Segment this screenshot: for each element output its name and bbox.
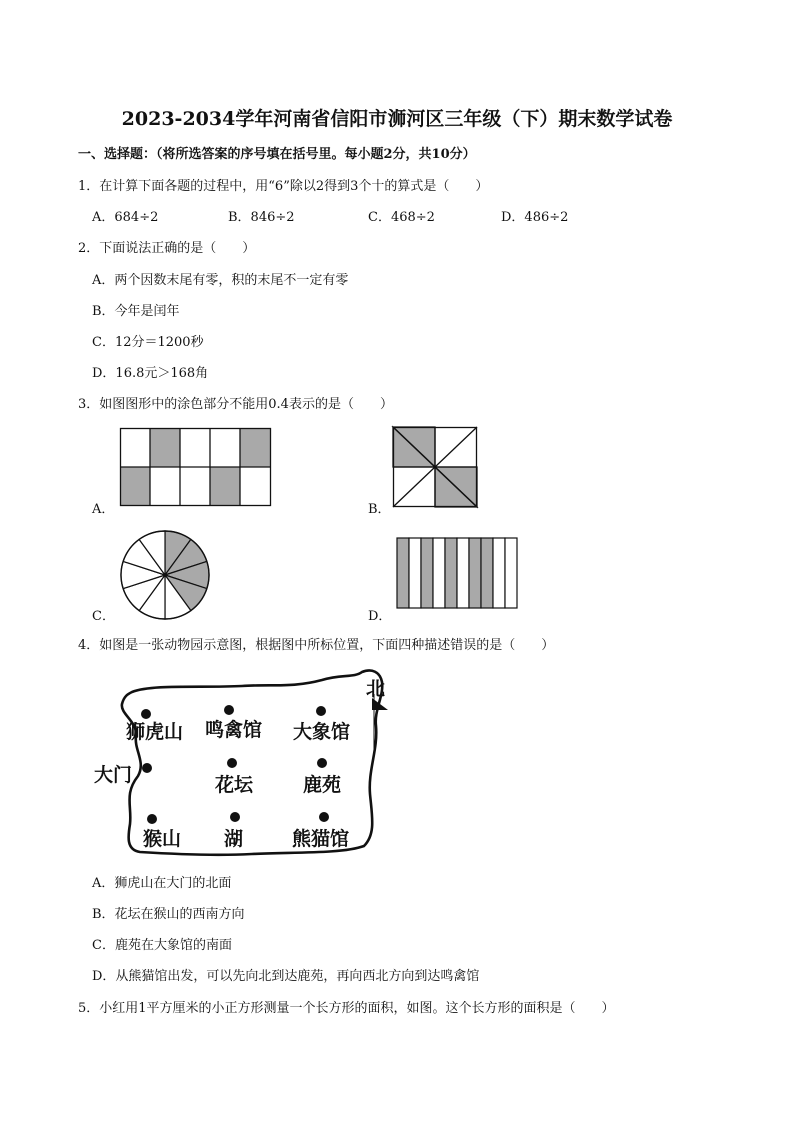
question-2-stem: 2．下面说法正确的是（ ） xyxy=(78,241,256,256)
strip xyxy=(409,538,421,608)
dot-deer-park xyxy=(317,758,327,768)
map-label-deer-park: 鹿苑 xyxy=(303,774,342,796)
strip xyxy=(481,538,493,608)
map-label-lake: 湖 xyxy=(224,828,244,850)
q2-option-c: C．12分＝1200秒 xyxy=(92,335,204,350)
strip xyxy=(433,538,445,608)
question-4-stem: 4．如图是一张动物园示意图，根据图中所标位置，下面四种描述错误的是（ ） xyxy=(78,638,555,653)
question-5-stem: 5．小红用1平方厘米的小正方形测量一个长方形的面积，如图。这个长方形的面积是（ ） xyxy=(78,1001,615,1016)
q4-option-d: D．从熊猫馆出发，可以先向北到达鹿苑，再向西北方向到达鸣禽馆 xyxy=(92,969,480,984)
map-label-flower-bed: 花坛 xyxy=(215,774,254,796)
dot-main-gate xyxy=(142,763,152,773)
map-label-panda-house: 熊猫馆 xyxy=(292,828,350,850)
strip xyxy=(397,538,409,608)
map-north-label: 北 xyxy=(366,678,386,700)
strip xyxy=(445,538,457,608)
strip xyxy=(421,538,433,608)
dot-lake xyxy=(230,812,240,822)
q2-option-b: B．今年是闰年 xyxy=(92,304,180,319)
q3-option-d: D． xyxy=(368,609,392,624)
q1-option-c: C．468÷2 xyxy=(368,210,435,225)
q3-option-c: C． xyxy=(92,609,115,624)
dot-elephant-house xyxy=(316,706,326,716)
figure-c-circle xyxy=(120,530,210,620)
q3-option-b: B． xyxy=(368,502,391,517)
dot-flower-bed xyxy=(227,758,237,768)
q1-option-b: B．846÷2 xyxy=(228,210,295,225)
figure-b-triangles xyxy=(393,427,477,507)
grid-shaded-cell xyxy=(210,467,240,506)
strip xyxy=(469,538,481,608)
figure-d-strips xyxy=(396,537,518,609)
strip xyxy=(505,538,517,608)
map-label-bird-house: 鸣禽馆 xyxy=(205,719,263,741)
strip xyxy=(457,538,469,608)
grid-shaded-cell xyxy=(240,428,270,467)
q4-option-a: A．狮虎山在大门的北面 xyxy=(92,876,232,891)
q2-option-d: D．16.8元＞168角 xyxy=(92,366,209,381)
question-3-stem: 3．如图图形中的涂色部分不能用0.4表示的是（ ） xyxy=(78,397,393,412)
q4-option-c: C．鹿苑在大象馆的南面 xyxy=(92,938,232,953)
q2-option-a: A．两个因数末尾有零，积的末尾不一定有零 xyxy=(92,273,349,288)
q3-option-a: A． xyxy=(92,502,115,517)
question-1-stem: 1．在计算下面各题的过程中，用“6”除以2得到3个十的算式是（ ） xyxy=(78,179,489,194)
section-heading: 一、选择题：（将所选答案的序号填在括号里。每小题2分，共10分） xyxy=(78,147,476,162)
map-label-monkey-hill: 猴山 xyxy=(143,828,182,850)
q1-option-a: A．684÷2 xyxy=(92,210,159,225)
zoo-map xyxy=(92,666,402,866)
dot-bird-house xyxy=(224,705,234,715)
dot-panda-house xyxy=(319,812,329,822)
page-title: 2023-2034学年河南省信阳市浉河区三年级（下）期末数学试卷 xyxy=(121,108,673,130)
grid-shaded-cell xyxy=(120,467,150,506)
grid-shaded-cell xyxy=(150,428,180,467)
map-label-elephant-house: 大象馆 xyxy=(293,721,351,743)
map-label-main-gate: 大门 xyxy=(94,764,133,786)
q1-option-d: D．486÷2 xyxy=(501,210,569,225)
map-label-lion-tiger-hill: 狮虎山 xyxy=(126,721,184,743)
q4-option-b: B．花坛在猴山的西南方向 xyxy=(92,907,245,922)
dot-monkey-hill xyxy=(147,814,157,824)
figure-a-grid xyxy=(120,428,272,506)
strip xyxy=(493,538,505,608)
